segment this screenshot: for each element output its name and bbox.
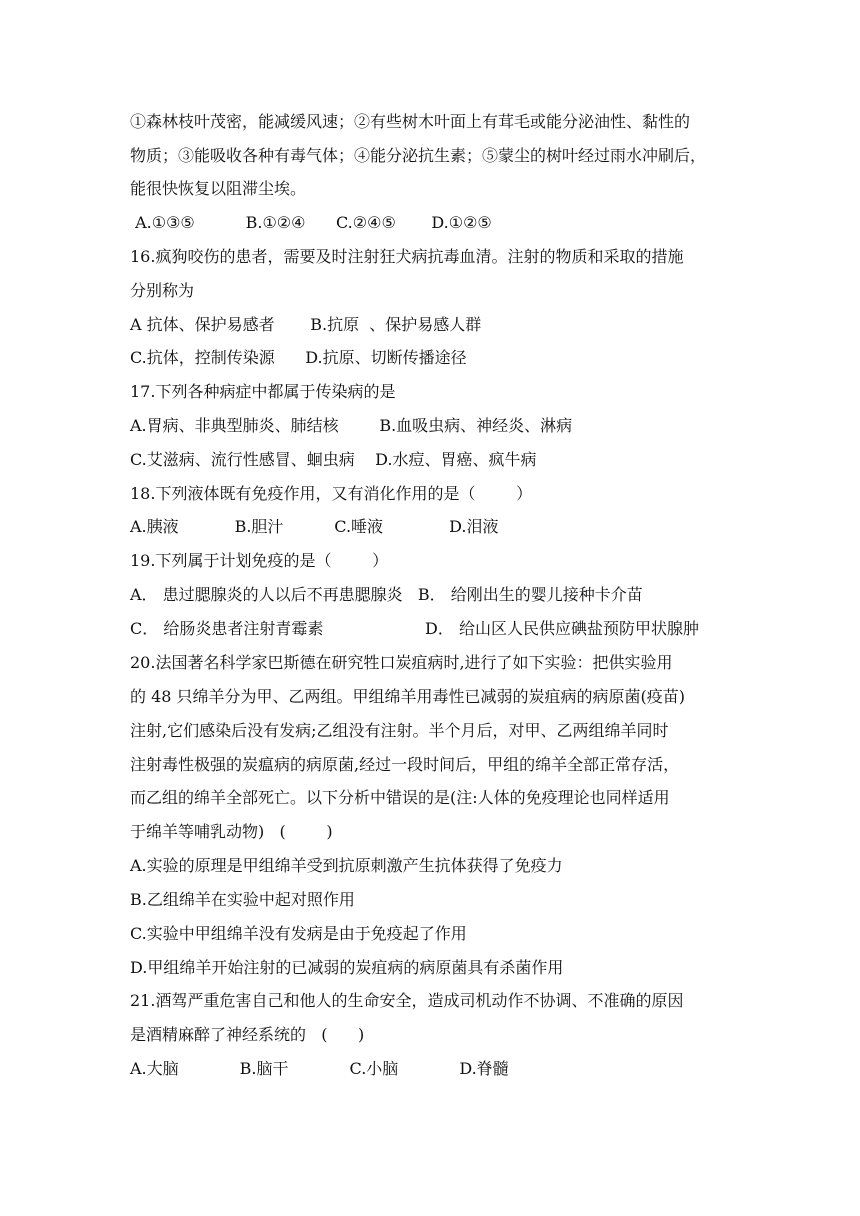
q16-stem-line-1: 16.疯狗咬伤的患者，需要及时注射狂犬病抗毒血清。注射的物质和采取的措施 xyxy=(130,247,684,266)
q15-options: A.①③⑤ B.①②④ C.②④⑤ D.①②⑤ xyxy=(130,213,492,232)
q20-stem-line-4: 注射毒性极强的炭瘟病的病原菌,经过一段时间后，甲组的绵羊全部正常存活， xyxy=(130,755,680,774)
q21-stem-line-2: 是酒精麻醉了神经系统的 ( ) xyxy=(130,1025,365,1044)
q20-option-a: A.实验的原理是甲组绵羊受到抗原刺激产生抗体获得了免疫力 xyxy=(130,856,563,875)
q20-stem-line-6: 于绵羊等哺乳动物) ( ) xyxy=(130,822,333,841)
q20-stem-line-3: 注射,它们感染后没有发病;乙组没有注射。半个月后，对甲、乙两组绵羊同时 xyxy=(130,721,669,740)
q20-option-b: B.乙组绵羊在实验中起对照作用 xyxy=(130,890,355,909)
q17-options-cd: C.艾滋病、流行性感冒、蛔虫病 D.水痘、胃癌、疯牛病 xyxy=(130,450,537,469)
q20-stem-line-5: 而乙组的绵羊全部死亡。以下分析中错误的是(注:人体的免疫理论也同样适用 xyxy=(130,788,670,807)
q19-options-ab: A． 患过腮腺炎的人以后不再患腮腺炎 B． 给刚出生的婴儿接种卡介苗 xyxy=(130,585,643,604)
q17-options-ab: A.胃病、非典型肺炎、肺结核 B.血吸虫病、神经炎、淋病 xyxy=(130,416,573,435)
q15-stem-line-3: 能很快恢复以阻滞尘埃。 xyxy=(130,179,307,198)
q15-stem-line-2: 物质；③能吸收各种有毒气体；④能分泌抗生素；⑤蒙尘的树叶经过雨水冲刷后， xyxy=(130,146,707,165)
q16-options-cd: C.抗体，控制传染源 D.抗原、切断传播途径 xyxy=(130,348,467,367)
q20-stem-line-1: 20.法国著名科学家巴斯德在研究牲口炭疽病时,进行了如下实验：把供实验用 xyxy=(130,653,673,672)
q20-option-c: C.实验中甲组绵羊没有发病是由于免疫起了作用 xyxy=(130,924,467,943)
q18-stem: 18.下列液体既有免疫作用，又有消化作用的是（ ） xyxy=(130,484,533,503)
q17-stem: 17.下列各种病症中都属于传染病的是 xyxy=(130,382,396,401)
q19-stem: 19.下列属于计划免疫的是（ ） xyxy=(130,551,389,570)
q20-stem-line-2: 的 48 只绵羊分为甲、乙两组。甲组绵羊用毒性已减弱的炭疽病的病原菌(疫苗) xyxy=(130,687,686,706)
q20-option-d: D.甲组绵羊开始注射的已减弱的炭疽病的病原菌具有杀菌作用 xyxy=(130,958,564,977)
q21-options: A.大脑 B.脑干 C.小脑 D.脊髓 xyxy=(130,1059,509,1078)
q21-stem-line-1: 21.酒驾严重危害自己和他人的生命安全，造成司机动作不协调、不准确的原因 xyxy=(130,991,684,1010)
q16-stem-line-2: 分别称为 xyxy=(130,281,195,300)
q15-stem-line-1: ①森林枝叶茂密，能减缓风速；②有些树木叶面上有茸毛或能分泌油性、黏性的 xyxy=(130,112,691,131)
q16-options-ab: A 抗体、保护易感者 B.抗原 、保护易感人群 xyxy=(130,315,482,334)
q19-options-cd: C． 给肠炎患者注射青霉素 D． 给山区人民供应碘盐预防甲状腺肿 xyxy=(130,619,699,638)
q18-options: A.胰液 B.胆汁 C.唾液 D.泪液 xyxy=(130,517,499,536)
